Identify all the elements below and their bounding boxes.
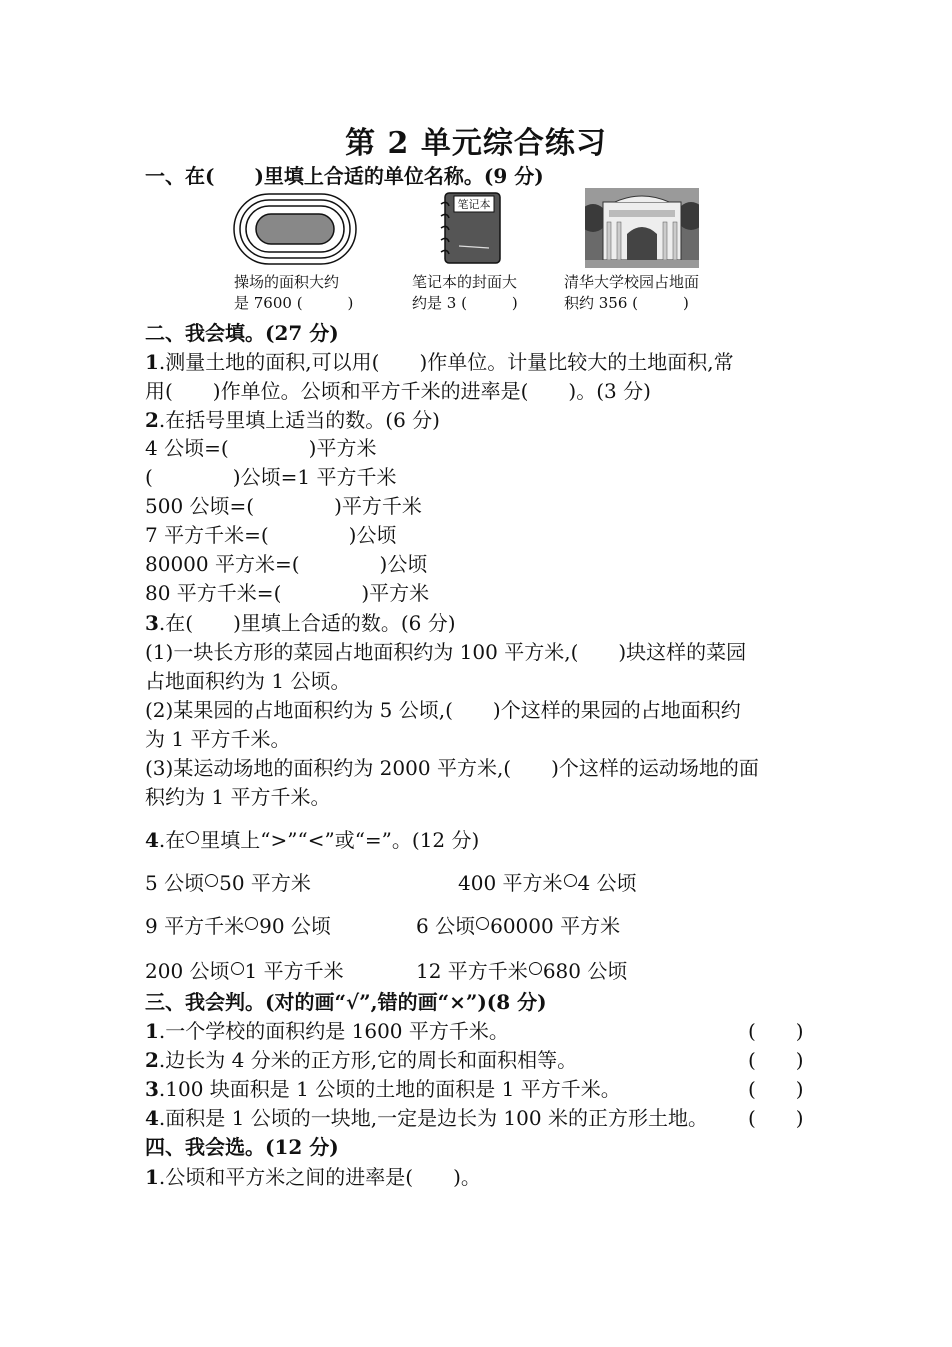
s4-q1: 1.公顷和平方米之间的进率是( )。	[145, 1165, 481, 1189]
notebook-label: 笔记本	[457, 198, 491, 211]
compare-circle-icon[interactable]	[205, 874, 218, 887]
compare-circle-icon[interactable]	[245, 917, 258, 930]
item3-caption: 清华大学校园占地面 积约 356 ( )	[564, 273, 700, 312]
compare-circle-icon[interactable]	[564, 874, 577, 887]
s2-q3-prompt: 3.在( )里填上合适的数。(6 分)	[145, 611, 456, 635]
s3-answer-blank[interactable]: ( )	[748, 1048, 804, 1072]
compare-circle-icon[interactable]	[476, 917, 489, 930]
compare-circle-icon	[186, 831, 199, 844]
s3-answer-blank[interactable]: ( )	[748, 1106, 804, 1130]
section4-heading: 四、我会选。(12 分)	[145, 1135, 339, 1159]
s2-q3-line: (1)一块长方形的菜园占地面积约为 100 平方米,( )块这样的菜园	[145, 640, 747, 664]
s2-q4-compare-a: 200 公顷 1 平方千米	[145, 959, 344, 983]
item2-caption: 笔记本的封面大 约是 3 ( )	[412, 273, 518, 312]
s2-q2-row: 4 公顷=( )平方米	[145, 436, 377, 460]
notebook-image	[437, 190, 503, 266]
compare-circle-icon[interactable]	[529, 962, 542, 975]
s2-q4-compare-b: 12 平方千米 680 公顷	[416, 959, 628, 983]
s2-q4-compare-b: 6 公顷 60000 平方米	[416, 914, 621, 938]
s3-item: 4.面积是 1 公顷的一块地,一定是边长为 100 米的正方形土地。	[145, 1106, 708, 1130]
item1-caption: 操场的面积大约 是 7600 ( )	[234, 273, 354, 312]
section2-heading: 二、我会填。(27 分)	[145, 321, 339, 345]
s2-q2-row: 7 平方千米=( )公顷	[145, 523, 397, 547]
s2-q3-line: (3)某运动场地的面积约为 2000 平方米,( )个这样的运动场地的面	[145, 756, 759, 780]
s2-q4-compare-a: 5 公顷 50 平方米	[145, 871, 311, 895]
page-title: 第 2 单元综合练习	[345, 126, 607, 161]
s3-item: 2.边长为 4 分米的正方形,它的周长和面积相等。	[145, 1048, 578, 1072]
s2-q2-row: 80 平方千米=( )平方米	[145, 581, 430, 605]
section3-heading: 三、我会判。(对的画“√”,错的画“×”)(8 分)	[145, 990, 547, 1014]
s2-q2-row: 500 公顷=( )平方千米	[145, 494, 422, 518]
s2-q2-row: ( )公顷=1 平方千米	[145, 465, 397, 489]
s3-item: 3.100 块面积是 1 公顷的土地的面积是 1 平方千米。	[145, 1077, 621, 1101]
s3-answer-blank[interactable]: ( )	[748, 1019, 804, 1043]
tsinghua-gate-image	[585, 188, 699, 268]
s2-q4-compare-b: 400 平方米 4 公顷	[458, 871, 637, 895]
s2-q1-line1: 1.测量土地的面积,可以用( )作单位。计量比较大的土地面积,常	[145, 350, 734, 374]
s3-answer-blank[interactable]: ( )	[748, 1077, 804, 1101]
s3-item: 1.一个学校的面积约是 1600 平方千米。	[145, 1019, 509, 1043]
s2-q3-line: 为 1 平方千米。	[145, 727, 291, 751]
s2-q2-prompt: 2.在括号里填上适当的数。(6 分)	[145, 408, 440, 432]
s2-q3-line: 占地面积约为 1 公顷。	[145, 669, 351, 693]
section1-heading: 一、在( )里填上合适的单位名称。(9 分)	[145, 164, 544, 188]
s2-q4-compare-a: 9 平方千米 90 公顷	[145, 914, 331, 938]
s2-q3-line: 积约为 1 平方千米。	[145, 785, 331, 809]
s2-q3-line: (2)某果园的占地面积约为 5 公顷,( )个这样的果园的占地面积约	[145, 698, 741, 722]
compare-circle-icon[interactable]	[231, 962, 244, 975]
s2-q2-row: 80000 平方米=( )公顷	[145, 552, 428, 576]
s2-q4-prompt: 4.在 里填上“>”“<”或“=”。(12 分)	[145, 828, 480, 852]
track-field-image	[232, 192, 358, 266]
s2-q1-line2: 用( )作单位。公顷和平方千米的进率是( )。(3 分)	[145, 379, 651, 403]
